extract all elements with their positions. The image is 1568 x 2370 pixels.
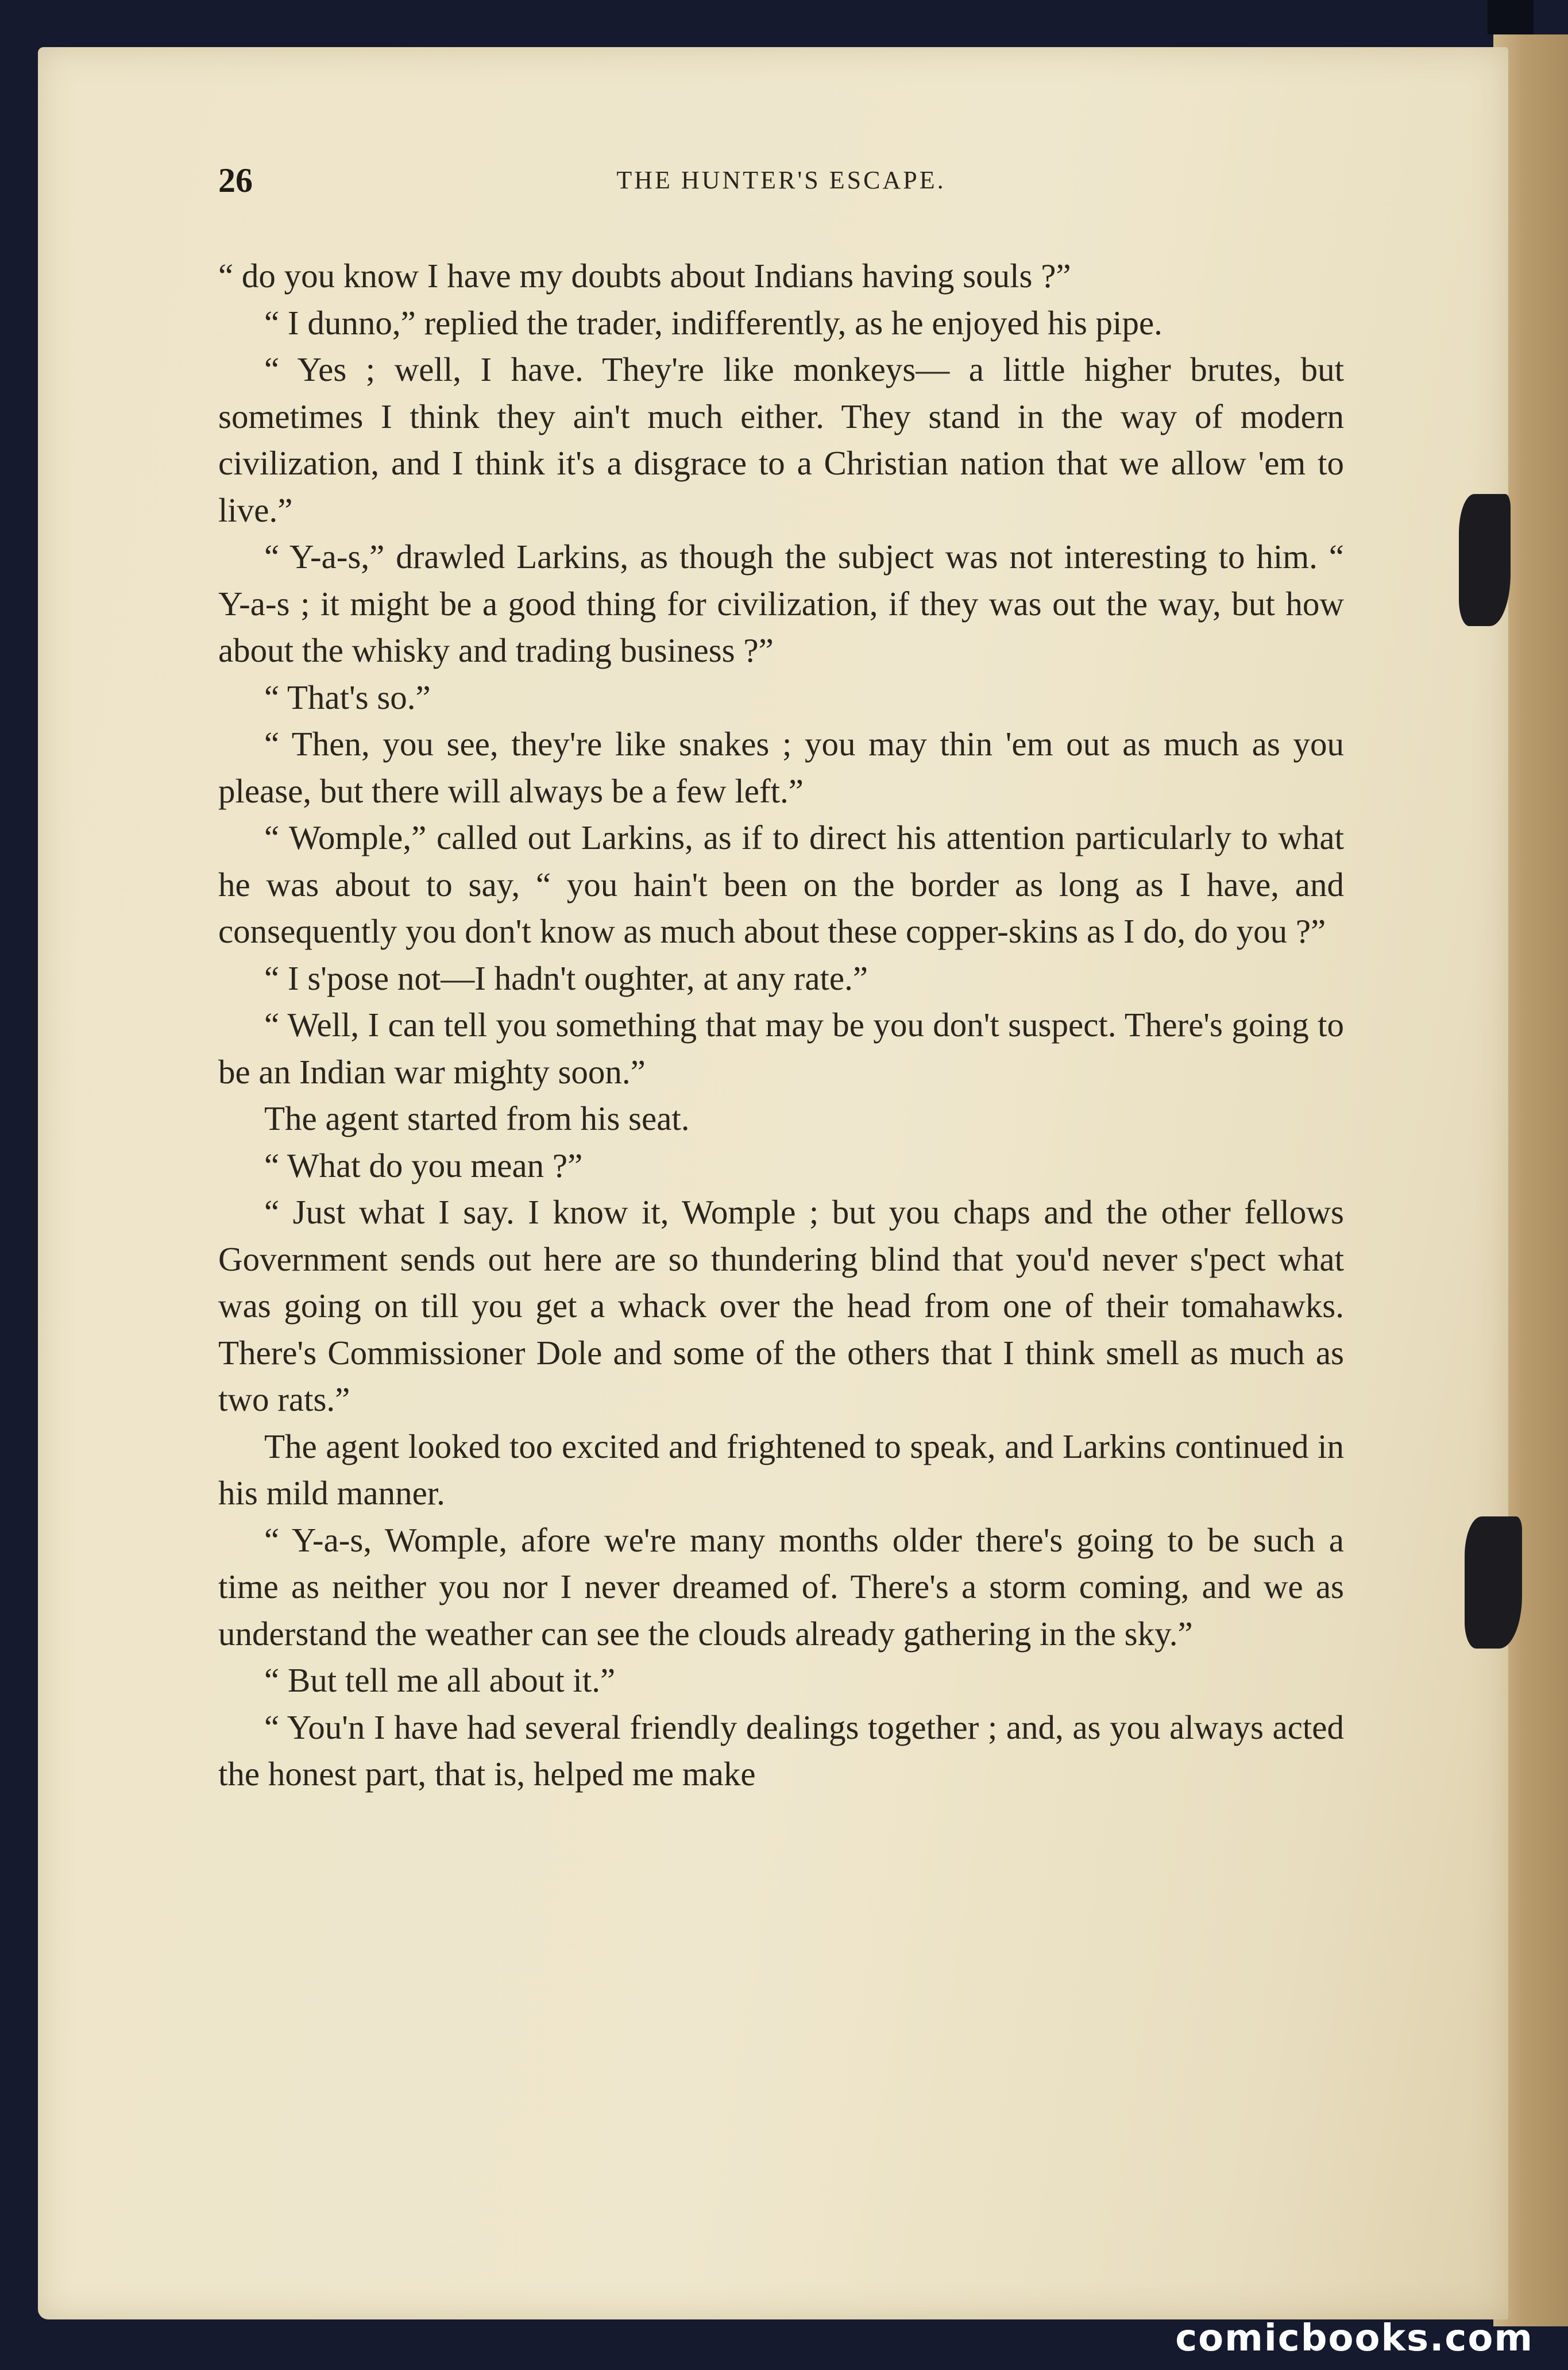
paragraph: “ Y-a-s,” drawled Larkins, as though the subject was not interesting to him. “ Y-a-s ; it might be a good thing for civilization, if they was out the way, but how about the whisky and trading business ?” bbox=[218, 538, 1344, 669]
paragraph: “ That's so.” bbox=[264, 678, 431, 716]
watermark-text: comicbooks.com bbox=[1175, 2317, 1534, 2360]
binding-tear-top bbox=[1459, 494, 1511, 626]
paragraph: “ You'n I have had several friendly dealings together ; and, as you always acted the honest part, that is, helped me make bbox=[218, 1708, 1344, 1793]
paragraph: The agent started from his seat. bbox=[264, 1099, 690, 1137]
paragraph: “ Then, you see, they're like snakes ; you may thin 'em out as much as you please, but there will always be a few left.” bbox=[218, 725, 1344, 810]
running-title: THE HUNTER'S ESCAPE. bbox=[616, 166, 946, 194]
spine-top-shadow bbox=[1488, 0, 1534, 34]
paragraph: “ I s'pose not—I hadn't oughter, at any rate.” bbox=[264, 959, 868, 997]
paragraph: “ But tell me all about it.” bbox=[264, 1661, 616, 1699]
page-number: 26 bbox=[218, 161, 253, 199]
page-header bbox=[218, 161, 1344, 207]
paragraph: “ I dunno,” replied the trader, indifferently, as he enjoyed his pipe. bbox=[264, 303, 1163, 342]
body-text bbox=[218, 253, 1344, 1798]
paragraph: The agent looked too excited and frightened to speak, and Larkins continued in his mild manner. bbox=[218, 1427, 1344, 1512]
paragraph: “ Y-a-s, Womple, afore we're many months older there's going to be such a time as neither you nor I never dreamed of. There's a storm coming, and we as understand the weather can see the clouds already gathering in the sky.” bbox=[218, 1520, 1344, 1653]
binding-tear-bottom bbox=[1465, 1516, 1522, 1649]
paragraph: “ do you know I have my doubts about Indians having souls ?” bbox=[218, 257, 1071, 295]
paragraph: “ What do you mean ?” bbox=[264, 1146, 583, 1184]
paragraph: “ Womple,” called out Larkins, as if to direct his attention particularly to what he was about to say, “ you hain't been on the border as long as I have, and consequently you don't know as much about these copper-skins as I do, do you ?” bbox=[218, 819, 1344, 950]
paragraph: “ Just what I say. I know it, Womple ; but you chaps and the other fellows Government sends out here are so thundering blind that you'd never s'pect what was going on till you get a whack over the head from one of their tomahawks. There's Commissioner Dole and some of the others that I think smell as much as two rats.” bbox=[218, 1193, 1344, 1418]
paragraph: “ Well, I can tell you something that may be you don't suspect. There's going to be an Indian war mighty soon.” bbox=[218, 1006, 1344, 1091]
paragraph: “ Yes ; well, I have. They're like monkeys— a little higher brutes, but sometimes I think they ain't much either. They stand in the way of modern civilization, and I think it's a disgrace to a Christian nation that we allow 'em to live.” bbox=[218, 350, 1344, 529]
